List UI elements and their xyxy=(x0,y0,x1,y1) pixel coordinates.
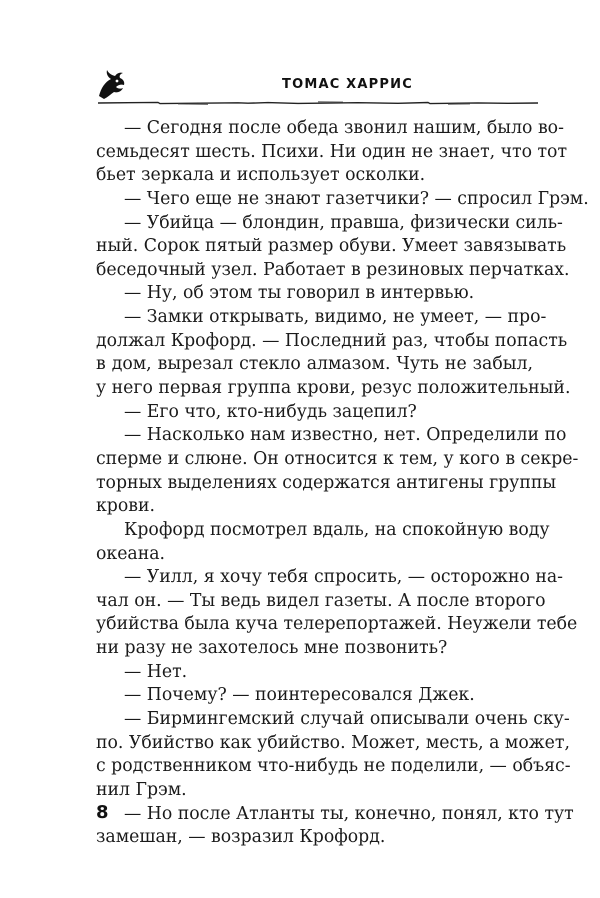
text-line: ни разу не захотелось мне позвонить? xyxy=(96,638,448,659)
dragon-head-icon xyxy=(96,68,126,100)
text-line: замешан, — возразил Крофорд. xyxy=(96,827,386,848)
text-line: должал Крофорд. — Последний раз, чтобы попасть xyxy=(96,330,568,351)
text-line: — Его что, кто-нибудь зацепил? xyxy=(124,401,417,422)
text-line: беседочный узел. Работает в резиновых перчатках. xyxy=(96,259,570,280)
text-line: убийства была куча телерепортажей. Неужели тебе xyxy=(96,614,578,635)
text-line: сперме и слюне. Он относится к тем, у кого в секре- xyxy=(96,448,579,469)
text-line: у него первая группа крови, резус положительный. xyxy=(96,378,571,399)
text-line: в дом, вырезал стекло алмазом. Чуть не забыл, xyxy=(96,354,533,375)
text-line: — Почему? — поинтересовался Джек. xyxy=(124,685,475,706)
text-line: нил Грэм. xyxy=(96,779,187,800)
text-line: — Замки открывать, видимо, не умеет, — про- xyxy=(124,307,547,328)
text-line: бьет зеркала и использует осколки. xyxy=(96,165,426,186)
text-line: семьдесят шесть. Психи. Ни один не знает, что тот xyxy=(96,141,568,162)
text-line: Крофорд посмотрел вдаль, на спокойную воду xyxy=(124,519,550,540)
page-header xyxy=(96,64,541,110)
text-line: — Сегодня после обеда звонил нашим, было во- xyxy=(124,118,564,138)
text-line: — Уилл, я хочу тебя спросить, — осторожно на- xyxy=(124,567,564,588)
header-rule xyxy=(98,100,538,106)
text-line: по. Убийство как убийство. Может, месть, а может, xyxy=(96,732,570,753)
text-line: — Ну, об этом ты говорил в интервью. xyxy=(124,283,475,304)
text-line: ный. Сорок пятый размер обуви. Умеет завязывать xyxy=(96,236,567,257)
body-text xyxy=(96,117,589,850)
text-line: чал он. — Ты ведь видел газеты. А после второго xyxy=(96,590,546,611)
text-line: — Нет. xyxy=(124,661,188,682)
page-number: 8 xyxy=(96,802,109,823)
text-line: — Бирмингемский случай описывали очень ску- xyxy=(124,709,570,730)
text-line: — Насколько нам известно, нет. Определили по xyxy=(124,425,567,446)
text-line: торных выделениях содержатся антигены группы xyxy=(96,472,557,493)
text-line: — Но после Атланты ты, конечно, понял, кто тут xyxy=(124,803,574,824)
text-line: — Чего еще не знают газетчики? — спросил Грэм. xyxy=(124,188,589,209)
text-line: океана. xyxy=(96,543,166,564)
text-line: крови. xyxy=(96,496,156,517)
text-line: с родственником что-нибудь не поделили, — объяс- xyxy=(96,756,571,777)
running-title: ТОМАС ХАРРИС xyxy=(282,77,413,92)
text-line: — Убийца — блондин, правша, физически силь- xyxy=(124,212,563,233)
